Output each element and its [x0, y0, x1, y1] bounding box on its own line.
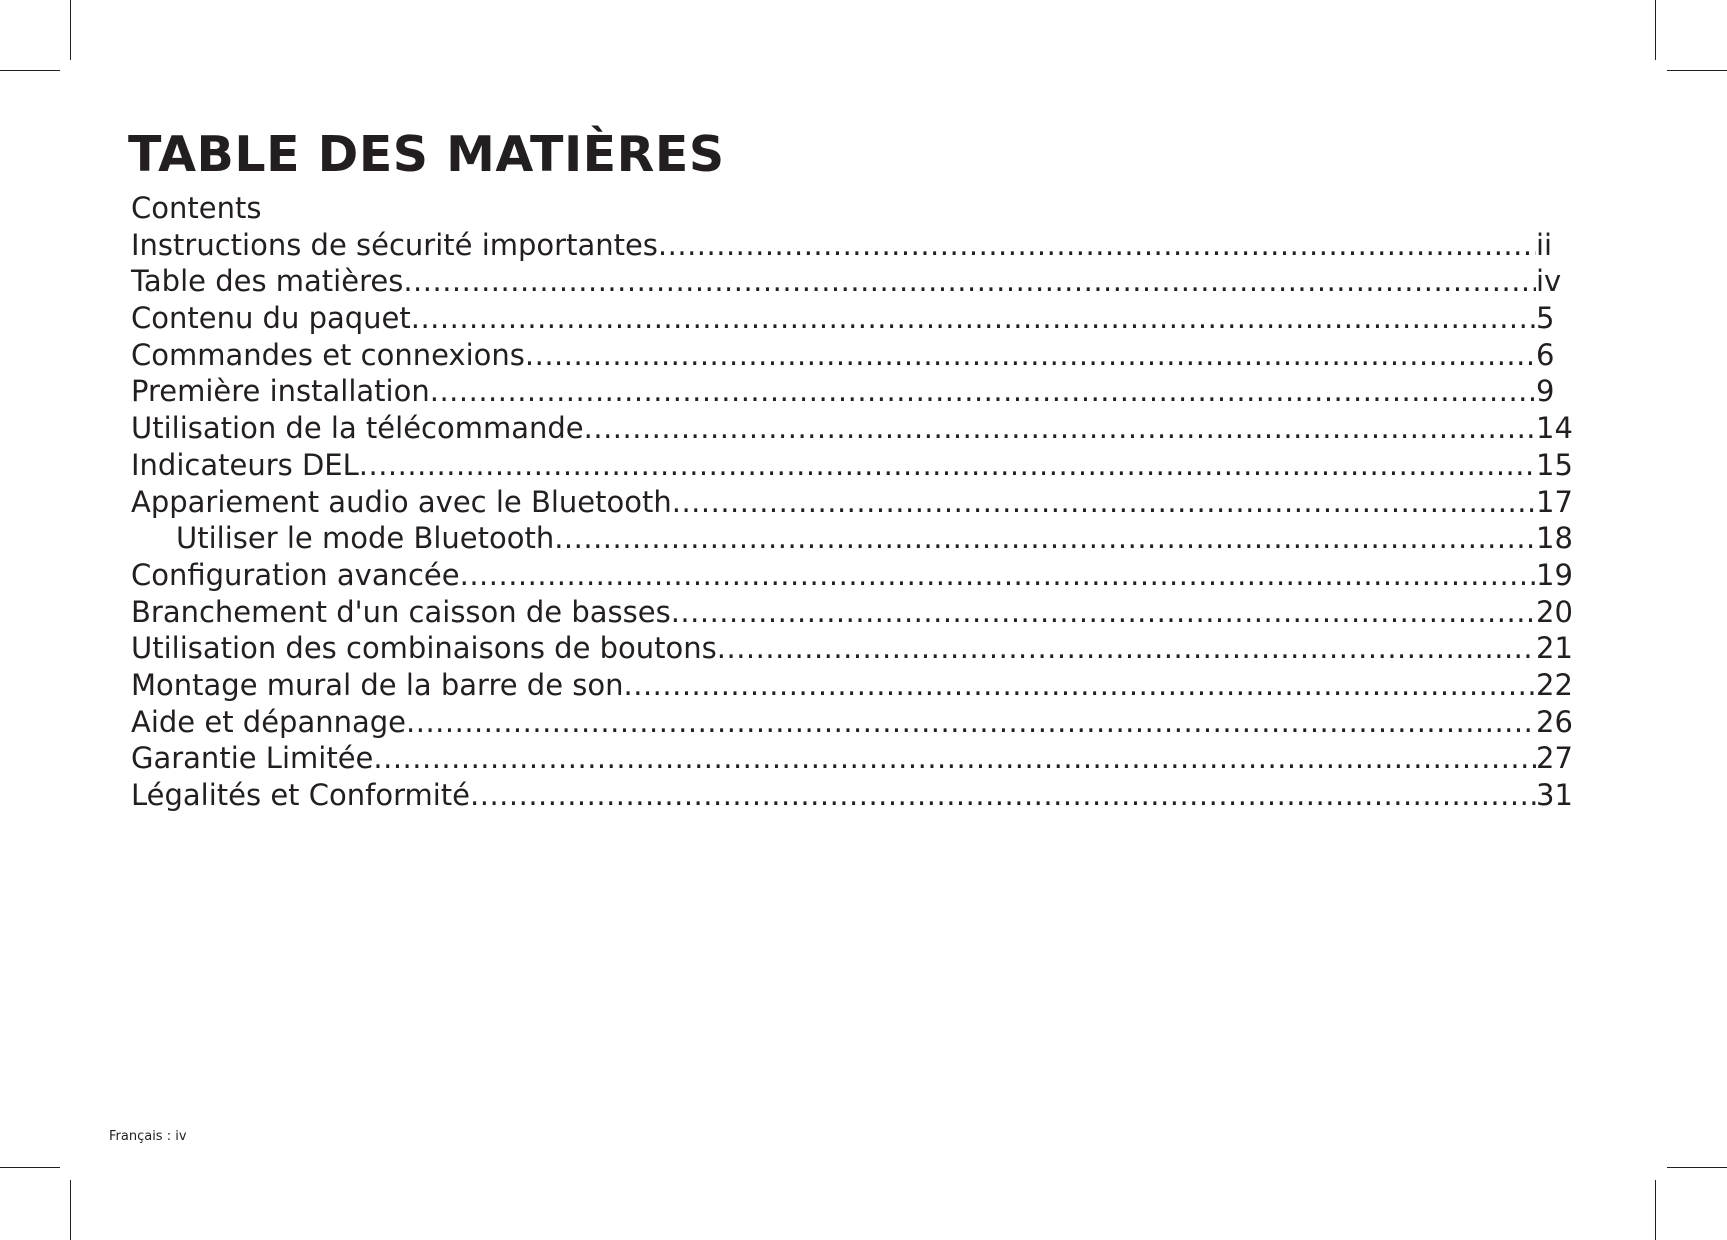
dot-leader — [411, 300, 1536, 337]
toc-entry-page: 6 — [1536, 337, 1555, 372]
toc-entry-label: Première installation — [131, 374, 430, 409]
dot-leader — [430, 373, 1536, 410]
dot-leader — [525, 337, 1536, 374]
toc-entry-page: 22 — [1536, 667, 1573, 702]
toc-entry-page: 26 — [1536, 704, 1573, 739]
toc-entry-label: Garantie Limitée — [131, 741, 374, 776]
dot-leader — [717, 630, 1536, 667]
toc-entry-label: Contenu du paquet — [131, 301, 411, 336]
dot-leader — [359, 447, 1536, 484]
toc-entry-page: 14 — [1536, 411, 1573, 446]
toc-entry-page: 18 — [1536, 521, 1573, 556]
crop-mark — [1655, 1180, 1656, 1240]
table-of-contents — [131, 190, 1578, 814]
page-footer: Français : iv — [109, 1129, 187, 1144]
dot-leader — [554, 520, 1536, 557]
toc-entry-label: Branchement d'un caisson de basses — [131, 594, 671, 629]
crop-mark — [0, 70, 60, 71]
toc-entry[interactable] — [131, 777, 1578, 814]
dot-leader — [658, 227, 1536, 264]
toc-entry-page: 21 — [1536, 631, 1573, 666]
toc-subentry[interactable] — [131, 520, 1578, 557]
toc-entry[interactable] — [131, 704, 1578, 741]
toc-entry-page: 5 — [1536, 301, 1555, 336]
contents-heading: Contents — [131, 191, 262, 225]
toc-entry-label: Instructions de sécurité importantes — [131, 227, 658, 262]
toc-entry-label: Utilisation de la télécommande — [131, 411, 584, 446]
toc-entry-label: Table des matières — [131, 264, 404, 299]
dot-leader — [373, 740, 1536, 777]
dot-leader — [406, 704, 1536, 741]
toc-entry[interactable] — [131, 630, 1578, 667]
toc-entry-label: Légalités et Conformité — [131, 778, 471, 812]
toc-entry-page: iv — [1536, 264, 1562, 299]
toc-entry-page: 27 — [1536, 741, 1573, 776]
toc-entry[interactable] — [131, 410, 1578, 447]
dot-leader — [403, 263, 1536, 300]
toc-entry[interactable] — [131, 263, 1578, 300]
crop-mark — [0, 1167, 60, 1168]
toc-entry[interactable] — [131, 337, 1578, 374]
toc-entry[interactable] — [131, 300, 1578, 337]
toc-entry[interactable] — [131, 373, 1578, 410]
toc-entry[interactable] — [131, 557, 1578, 594]
toc-entry[interactable] — [131, 667, 1578, 704]
crop-mark — [70, 1180, 71, 1240]
toc-entry[interactable] — [131, 447, 1578, 484]
dot-leader — [584, 410, 1536, 447]
toc-entry-page: 17 — [1536, 484, 1573, 519]
dot-leader — [470, 777, 1536, 814]
dot-leader — [672, 484, 1536, 521]
toc-entry[interactable] — [131, 740, 1578, 777]
toc-entry-label: Indicateurs DEL — [131, 447, 359, 482]
toc-entry-label: Appariement audio avec le Bluetooth — [131, 484, 672, 519]
toc-entry-label: Utiliser le mode Bluetooth — [176, 521, 555, 556]
toc-entry-label: Montage mural de la barre de son — [131, 667, 624, 702]
dot-leader — [624, 667, 1536, 704]
toc-entry-label: Utilisation des combinaisons de boutons — [131, 631, 717, 666]
toc-entry[interactable] — [131, 227, 1578, 264]
dot-leader — [671, 594, 1536, 631]
crop-mark — [70, 0, 71, 60]
toc-entry-page: 9 — [1536, 374, 1555, 409]
toc-entry-label: Configuration avancée — [131, 557, 460, 592]
toc-entry-page: ii — [1536, 227, 1553, 262]
crop-mark — [1667, 70, 1727, 71]
toc-entry-page: 31 — [1536, 778, 1573, 812]
toc-entry-label: Commandes et connexions — [131, 337, 525, 372]
page-title: TABLE DES MATIÈRES — [128, 126, 725, 183]
crop-mark — [1655, 0, 1656, 60]
toc-entry-page: 15 — [1536, 447, 1573, 482]
toc-entry-label: Aide et dépannage — [131, 704, 407, 739]
dot-leader — [460, 557, 1536, 594]
toc-entry[interactable] — [131, 594, 1578, 631]
crop-mark — [1667, 1167, 1727, 1168]
toc-entry-page: 19 — [1536, 557, 1573, 592]
toc-entry-page: 20 — [1536, 594, 1573, 629]
toc-entry[interactable] — [131, 484, 1578, 521]
